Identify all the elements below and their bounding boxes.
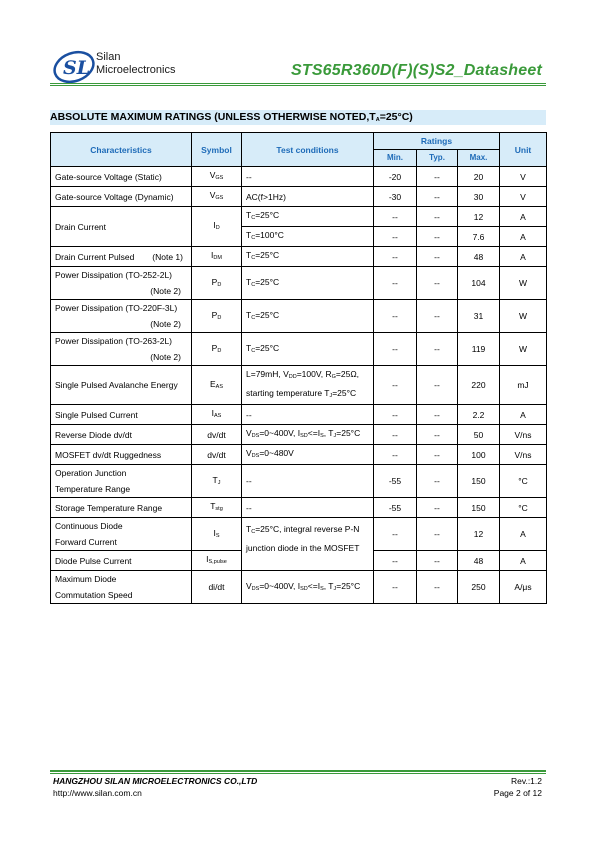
char-cell [51, 571, 192, 604]
typ-cell: -- [417, 445, 458, 465]
max-cell: 30 [458, 187, 500, 207]
min-cell: -- [374, 445, 417, 465]
doc-title: STS65R360D(F)(S)S2_Datasheet [290, 62, 542, 79]
char-cell: Single Pulsed Avalanche Energy [51, 366, 192, 405]
char-cell [51, 333, 192, 366]
symbol-text: I [211, 250, 214, 260]
char-cell [51, 465, 192, 498]
table-row [51, 445, 547, 465]
unit-cell: °C [500, 498, 547, 518]
cond-text: <=I [307, 428, 321, 438]
cond-cell [242, 366, 374, 405]
cond-text: T [246, 276, 252, 287]
min-cell: -- [374, 551, 417, 571]
typ-cell: -- [417, 333, 458, 366]
max-cell: 50 [458, 425, 500, 445]
symbol-cell [192, 267, 242, 300]
cond-line1 [246, 366, 369, 385]
unit-cell: A [500, 551, 547, 571]
cond-end: =25°C [336, 428, 361, 438]
symbol-text: T [212, 474, 218, 485]
symbol-text: I [206, 554, 209, 564]
typ-cell: -- [417, 187, 458, 207]
header-test-conditions: Test conditions [242, 133, 374, 167]
char-cell [51, 267, 192, 300]
unit-cell: V [500, 167, 547, 187]
cond-sub: DS [251, 453, 260, 459]
symbol-text: E [209, 378, 216, 389]
symbol-sub: stg [215, 506, 223, 512]
cond-end: =25°C, integral reverse P-N [255, 524, 360, 534]
cond-end: =25°C [255, 276, 280, 287]
cond-cell [242, 425, 374, 445]
cond-text: V [246, 580, 252, 591]
cond-sub: C [251, 314, 256, 321]
typ-cell: -- [417, 518, 458, 551]
cond-sub: S [320, 585, 324, 592]
table-row [51, 498, 547, 518]
typ-cell: -- [417, 247, 458, 267]
table-row [51, 333, 547, 366]
char-text: Drain Current Pulsed [55, 251, 135, 262]
cond-text: =100V, R [296, 369, 332, 379]
symbol-sub: DM [213, 255, 222, 261]
symbol-text: T [210, 501, 216, 511]
footer-company: HANGZHOU SILAN MICROELECTRONICS CO.,LTD [53, 776, 258, 786]
cond-sub: S [320, 433, 324, 439]
cond-sub: C [251, 281, 256, 288]
symbol-cell [192, 518, 242, 551]
char-text: Operation Junction [55, 468, 127, 478]
char-cell [51, 247, 192, 267]
symbol-text: P [211, 276, 218, 287]
typ-cell: -- [417, 167, 458, 187]
char-text: Maximum Diode [55, 574, 117, 584]
char-text: Continuous Diode [55, 521, 123, 531]
symbol-text: P [211, 309, 218, 320]
typ-cell: -- [417, 300, 458, 333]
symbol-sub: D [217, 281, 222, 288]
min-cell: -30 [374, 187, 417, 207]
footer-divider-2 [50, 773, 546, 774]
header-divider [50, 83, 546, 84]
cond-cell: -- [242, 405, 374, 425]
char-cell: Drain Current [51, 207, 192, 247]
cond-text: T [246, 524, 252, 534]
typ-cell: -- [417, 425, 458, 445]
cond-end: =25°C [255, 309, 280, 320]
table-row [51, 207, 547, 227]
max-cell: 220 [458, 366, 500, 405]
symbol-sub: J [217, 479, 221, 486]
unit-cell: A [500, 405, 547, 425]
cond-sub: SD [300, 585, 308, 592]
char-cell: Single Pulsed Current [51, 405, 192, 425]
cond-end: =0~480V [259, 448, 294, 458]
header-divider-2 [50, 85, 546, 86]
section-title-sub: A [375, 117, 380, 123]
table-row [51, 187, 547, 207]
unit-cell: W [500, 300, 547, 333]
typ-cell: -- [417, 551, 458, 571]
absolute-max-ratings-table [50, 132, 547, 604]
symbol-cell [192, 333, 242, 366]
min-cell: -- [374, 300, 417, 333]
table-row [51, 571, 547, 604]
unit-cell: A [500, 207, 547, 227]
table-row [51, 167, 547, 187]
cond-sub: SD [300, 433, 308, 439]
symbol-text: I [213, 527, 216, 538]
cond-end: =100°C [255, 230, 284, 240]
min-cell: -- [374, 366, 417, 405]
company-line1: Silan [96, 51, 121, 63]
char-text: Temperature Range [55, 484, 131, 494]
cond-text: L=79mH, V [246, 369, 289, 379]
symbol-text: V [209, 190, 216, 200]
cond-end: =25°C [255, 342, 280, 353]
footer-page-number: Page 2 of 12 [493, 788, 542, 798]
cond-line2 [246, 385, 369, 404]
cond-text: starting temperature T [246, 388, 330, 398]
char-cell [51, 518, 192, 551]
typ-cell: -- [417, 366, 458, 405]
unit-cell: mJ [500, 366, 547, 405]
typ-cell: -- [417, 267, 458, 300]
typ-cell: -- [417, 405, 458, 425]
symbol-sub: S,pulse [208, 559, 227, 565]
char-text: Power Dissipation (TO-220F-3L) [55, 303, 178, 313]
unit-cell: A/μs [500, 571, 547, 604]
section-title-text: ABSOLUTE MAXIMUM RATINGS (UNLESS OTHERWISE NOTED,T [50, 111, 376, 123]
note-text: (Note 2) [150, 319, 181, 329]
symbol-sub: D [217, 347, 222, 354]
cond-cell: -- [242, 498, 374, 518]
cond-text: <=I [307, 580, 321, 591]
cond-text: V [246, 448, 252, 458]
symbol-cell [192, 300, 242, 333]
header-unit: Unit [500, 133, 547, 167]
cond-text: T [246, 342, 252, 353]
unit-cell: A [500, 227, 547, 247]
char-cell: Reverse Diode dv/dt [51, 425, 192, 445]
char-cell: Diode Pulse Current [51, 551, 192, 571]
table-row [51, 300, 547, 333]
min-cell: -- [374, 571, 417, 604]
cond-sub: C [251, 529, 256, 535]
symbol-sub: AS [215, 383, 223, 390]
cond-end: =25°C [255, 250, 280, 260]
min-cell: -- [374, 518, 417, 551]
unit-cell: W [500, 267, 547, 300]
char-cell: MOSFET dv/dt Ruggedness [51, 445, 192, 465]
footer-revision: Rev.:1.2 [510, 776, 542, 786]
cond-text: T [246, 250, 252, 260]
cond-cell [242, 247, 374, 267]
max-cell: 31 [458, 300, 500, 333]
section-title [50, 110, 546, 125]
symbol-cell [192, 498, 242, 518]
cond-text: , T [323, 428, 334, 438]
min-cell: -55 [374, 498, 417, 518]
cond-cell [242, 267, 374, 300]
symbol-cell [192, 551, 242, 571]
char-cell: Storage Temperature Range [51, 498, 192, 518]
header-characteristics: Characteristics [51, 133, 192, 167]
cond-cell [242, 300, 374, 333]
symbol-sub: AS [214, 413, 222, 419]
symbol-cell: dv/dt [192, 445, 242, 465]
char-text: Power Dissipation (TO-252-2L) [55, 270, 172, 280]
symbol-text: I [213, 220, 216, 230]
symbol-cell [192, 366, 242, 405]
symbol-text: V [209, 170, 216, 180]
cond-cell: -- [242, 465, 374, 498]
char-cell: Gate-source Voltage (Static) [51, 167, 192, 187]
unit-cell: W [500, 333, 547, 366]
header-ratings: Ratings [374, 133, 500, 150]
symbol-cell [192, 247, 242, 267]
symbol-cell [192, 187, 242, 207]
max-cell: 12 [458, 207, 500, 227]
cond-text: , T [323, 580, 334, 591]
typ-cell: -- [417, 571, 458, 604]
symbol-text: I [211, 408, 215, 418]
cond-end: =25Ω, [335, 369, 360, 379]
unit-cell: V [500, 187, 547, 207]
unit-cell: V/ns [500, 425, 547, 445]
max-cell: 104 [458, 267, 500, 300]
cond-cell [242, 227, 374, 247]
max-cell: 100 [458, 445, 500, 465]
table-row [51, 518, 547, 551]
cond-text: =0~400V, I [259, 580, 301, 591]
table-row [51, 425, 547, 445]
table-row [51, 267, 547, 300]
min-cell: -- [374, 267, 417, 300]
unit-cell: A [500, 247, 547, 267]
cond-line1 [246, 521, 369, 540]
symbol-sub: GS [215, 195, 224, 201]
symbol-text: P [211, 342, 218, 353]
max-cell: 48 [458, 247, 500, 267]
char-text: Forward Current [55, 537, 117, 547]
cond-cell [242, 445, 374, 465]
unit-cell: °C [500, 465, 547, 498]
company-name [96, 51, 175, 77]
logo-text: SL [63, 57, 91, 79]
max-cell: 150 [458, 465, 500, 498]
symbol-cell: di/dt [192, 571, 242, 604]
min-cell: -55 [374, 465, 417, 498]
min-cell: -- [374, 405, 417, 425]
header-typ: Typ. [417, 150, 458, 167]
char-cell: Gate-source Voltage (Dynamic) [51, 187, 192, 207]
max-cell: 2.2 [458, 405, 500, 425]
footer-url[interactable]: http://www.silan.com.cn [53, 788, 142, 798]
cond-end: =25°C [336, 580, 361, 591]
max-cell: 250 [458, 571, 500, 604]
cond-text: =0~400V, I [259, 428, 301, 438]
max-cell: 48 [458, 551, 500, 571]
char-text: Commutation Speed [55, 590, 133, 600]
cond-end: =25°C [332, 388, 357, 398]
symbol-cell [192, 465, 242, 498]
typ-cell: -- [417, 465, 458, 498]
cond-sub: DD [288, 374, 297, 380]
table-row [51, 247, 547, 267]
table-row [51, 405, 547, 425]
header-max: Max. [458, 150, 500, 167]
cond-sub: DS [251, 585, 260, 592]
footer-divider [50, 770, 546, 772]
cond-cell [242, 571, 374, 604]
symbol-sub: D [215, 225, 220, 231]
cond-text: T [246, 230, 252, 240]
note-text: (Note 2) [150, 286, 181, 296]
symbol-cell [192, 405, 242, 425]
symbol-cell [192, 207, 242, 247]
min-cell: -- [374, 425, 417, 445]
cond-sub: C [251, 347, 256, 354]
unit-cell: A [500, 518, 547, 551]
cond-sub: G [331, 374, 336, 380]
cond-sub: C [251, 235, 256, 241]
min-cell: -- [374, 247, 417, 267]
char-cell [51, 300, 192, 333]
max-cell: 150 [458, 498, 500, 518]
section-title-end: =25°C) [379, 111, 413, 123]
typ-cell: -- [417, 207, 458, 227]
typ-cell: -- [417, 227, 458, 247]
symbol-cell [192, 167, 242, 187]
symbol-sub: D [217, 314, 222, 321]
cond-sub: J [333, 433, 337, 439]
max-cell: 7.6 [458, 227, 500, 247]
cond-sub: J [333, 585, 337, 592]
cond-sub: C [251, 215, 256, 221]
cond-cell: AC(f>1Hz) [242, 187, 374, 207]
symbol-cell: dv/dt [192, 425, 242, 445]
cond-cell [242, 518, 374, 571]
note-text: (Note 2) [150, 352, 181, 362]
table-row [51, 465, 547, 498]
cond-sub: J [329, 393, 333, 399]
symbol-sub: GS [215, 175, 224, 181]
symbol-sub: S [215, 532, 220, 539]
cond-cell [242, 333, 374, 366]
cond-cell [242, 207, 374, 227]
cond-end: =25°C [255, 210, 280, 220]
min-cell: -20 [374, 167, 417, 187]
cond-sub: C [251, 255, 256, 261]
max-cell: 119 [458, 333, 500, 366]
min-cell: -- [374, 227, 417, 247]
unit-cell: V/ns [500, 445, 547, 465]
cond-text: V [246, 428, 252, 438]
cond-cell: -- [242, 167, 374, 187]
silan-logo [52, 50, 96, 84]
max-cell: 20 [458, 167, 500, 187]
max-cell: 12 [458, 518, 500, 551]
header-symbol: Symbol [192, 133, 242, 167]
company-line2: Microelectronics [96, 64, 176, 76]
min-cell: -- [374, 333, 417, 366]
cond-text: T [246, 210, 252, 220]
cond-text: T [246, 309, 252, 320]
cond-sub: DS [251, 433, 260, 439]
note-text: (Note 1) [152, 251, 183, 262]
min-cell: -- [374, 207, 417, 227]
typ-cell: -- [417, 498, 458, 518]
cond-line2: junction diode in the MOSFET [246, 543, 360, 553]
table-row [51, 366, 547, 405]
header-min: Min. [374, 150, 417, 167]
char-text: Power Dissipation (TO-263-2L) [55, 336, 172, 346]
